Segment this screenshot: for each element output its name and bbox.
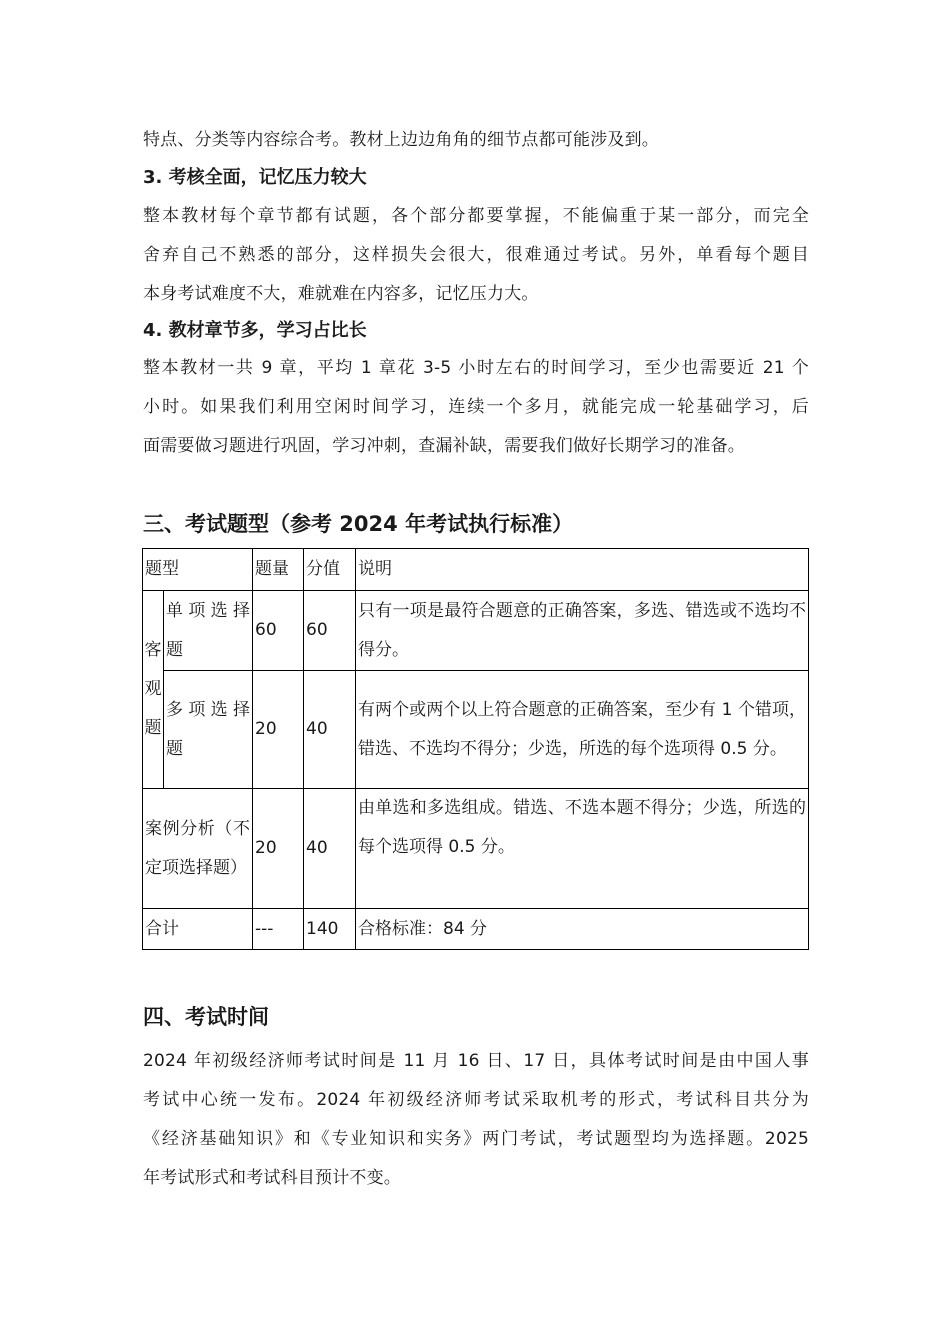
point3-paragraph	[143, 197, 809, 314]
point4-line: 面需要做习题进行巩固，学习冲刺，查漏补缺，需要我们做好长期学习的准备。	[143, 436, 745, 456]
header-type: 题型	[143, 549, 253, 591]
section4-line: 《经济基础知识》和《专业知识和实务》两门考试，考试题型均为选择题。2025	[143, 1129, 809, 1149]
table-row	[143, 671, 809, 789]
point4-heading: 4. 教材章节多，学习占比长	[143, 320, 367, 341]
total-row-desc: 合格标准：84 分	[356, 909, 809, 950]
point3-line: 本身考试难度不大，难就难在内容多，记忆压力大。	[143, 284, 539, 304]
point3-line: 舍弃自己不熟悉的部分，这样损失会很大，很难通过考试。另外，单看每个题目	[143, 245, 809, 265]
intro-line: 特点、分类等内容综合考。教材上边边角角的细节点都可能涉及到。	[143, 130, 659, 150]
section4-line: 2024 年初级经济师考试时间是 11 月 16 日、17 日，具体考试时间是由中国人事	[143, 1051, 809, 1071]
objective-label-char: 观	[144, 679, 162, 699]
header-desc: 说明	[356, 549, 809, 591]
section4-paragraph	[143, 1042, 809, 1198]
row-desc: 有两个或两个以上符合题意的正确答案，至少有 1 个错项，错选、不选均不得分；少选，所选的每个选项得 0.5 分。	[356, 671, 809, 789]
objective-label-cell	[143, 591, 164, 789]
table-row	[143, 591, 809, 671]
row-count: 60	[253, 591, 304, 671]
total-row-score: 140	[304, 909, 356, 950]
case-row-count: 20	[253, 789, 304, 909]
case-row-type: 案例分析（不定项选择题）	[143, 789, 253, 909]
table-row	[143, 789, 809, 909]
row-count: 20	[253, 671, 304, 789]
total-row-type: 合计	[143, 909, 253, 950]
section4-line: 年考试形式和考试科目预计不变。	[143, 1168, 401, 1188]
table-header-row	[143, 549, 809, 591]
row-type: 多项选择题	[164, 671, 253, 789]
case-row-desc: 由单选和多选组成。错选、不选本题不得分；少选，所选的每个选项得 0.5 分。	[356, 789, 809, 909]
table-total-row	[143, 909, 809, 950]
total-row-count: ---	[253, 909, 304, 950]
section4-line: 考试中心统一发布。2024 年初级经济师考试采取机考的形式，考试科目共分为	[143, 1090, 809, 1110]
header-score: 分值	[304, 549, 356, 591]
row-score: 40	[304, 671, 356, 789]
objective-label-char: 客	[144, 640, 162, 660]
section4-title: 四、考试时间	[143, 1005, 269, 1029]
point4-paragraph	[143, 349, 809, 466]
point3-line: 整本教材每个章节都有试题，各个部分都要掌握，不能偏重于某一部分，而完全	[143, 206, 809, 226]
row-desc: 只有一项是最符合题意的正确答案，多选、错选或不选均不得分。	[356, 591, 809, 671]
point4-line: 小时。如果我们利用空闲时间学习，连续一个多月，就能完成一轮基础学习，后	[143, 397, 809, 417]
row-type: 单项选择题	[164, 591, 253, 671]
point3-heading: 3. 考核全面，记忆压力较大	[143, 167, 367, 188]
exam-type-table	[142, 548, 809, 950]
section3-title: 三、考试题型（参考 2024 年考试执行标准）	[143, 512, 574, 536]
header-count: 题量	[253, 549, 304, 591]
row-score: 60	[304, 591, 356, 671]
intro-paragraph	[143, 121, 809, 160]
point4-line: 整本教材一共 9 章，平均 1 章花 3-5 小时左右的时间学习，至少也需要近 21 个	[143, 358, 809, 378]
objective-label-char: 题	[144, 718, 162, 738]
case-row-score: 40	[304, 789, 356, 909]
